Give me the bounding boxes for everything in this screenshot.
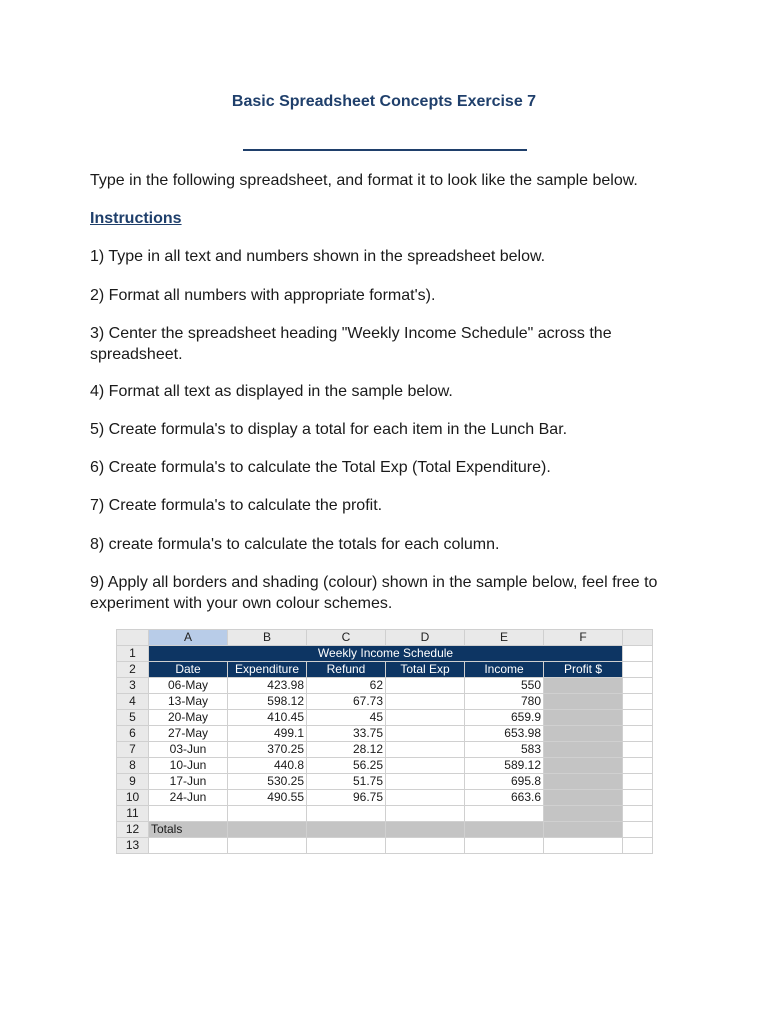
cell [623,774,653,790]
expenditure-cell: 440.8 [228,758,307,774]
date-cell: 13-May [149,694,228,710]
cell [623,838,653,854]
total-exp-cell [386,774,465,790]
step-8: 8) create formula's to calculate the totals for each column. [90,536,500,553]
step-5: 5) Create formula's to display a total for each item in the Lunch Bar. [90,421,568,438]
profit-cell [544,678,623,694]
cell [623,726,653,742]
refund-cell: 67.73 [307,694,386,710]
cell [465,806,544,822]
cell [623,822,653,838]
row-number: 10 [117,790,149,806]
step-2: 2) Format all numbers with appropriate format's). [90,287,436,304]
income-cell: 659.9 [465,710,544,726]
totals-label: Totals [149,822,228,838]
header-profit: Profit $ [544,662,623,678]
step-6: 6) Create formula's to calculate the Total Exp (Total Expenditure). [90,459,551,476]
expenditure-cell: 499.1 [228,726,307,742]
total-exp-cell [386,678,465,694]
income-cell: 583 [465,742,544,758]
profit-cell [544,710,623,726]
profit-cell [544,758,623,774]
cell [623,790,653,806]
header-total-exp: Total Exp [386,662,465,678]
row-number: 6 [117,726,149,742]
date-cell: 24-Jun [149,790,228,806]
expenditure-cell: 423.98 [228,678,307,694]
income-cell: 550 [465,678,544,694]
profit-cell [544,806,623,822]
profit-cell [544,742,623,758]
document-title: Basic Spreadsheet Concepts Exercise 7 [231,93,537,110]
row-number: 5 [117,710,149,726]
column-header-c: C [307,630,386,646]
spreadsheet-grid [116,629,653,854]
step-7: 7) Create formula's to calculate the profit. [90,497,383,514]
column-header-a: A [149,630,228,646]
expenditure-cell: 598.12 [228,694,307,710]
total-exp-cell [386,710,465,726]
cell [623,694,653,710]
row-number: 12 [117,822,149,838]
expenditure-cell: 370.25 [228,742,307,758]
cell [623,742,653,758]
cell [149,838,228,854]
row-number: 11 [117,806,149,822]
column-header-d: D [386,630,465,646]
cell [623,646,653,662]
row-number: 9 [117,774,149,790]
cell [307,806,386,822]
column-header-b: B [228,630,307,646]
header-expenditure: Expenditure [228,662,307,678]
income-cell: 695.8 [465,774,544,790]
step-4: 4) Format all text as displayed in the sample below. [90,383,453,400]
refund-cell: 28.12 [307,742,386,758]
step-1: 1) Type in all text and numbers shown in the spreadsheet below. [90,248,546,265]
refund-cell: 62 [307,678,386,694]
expenditure-cell: 530.25 [228,774,307,790]
column-header-g [623,630,653,646]
total-profit-cell [544,822,623,838]
expenditure-cell: 490.55 [228,790,307,806]
cell [544,838,623,854]
income-cell: 780 [465,694,544,710]
cell [623,806,653,822]
profit-cell [544,774,623,790]
sheet-banner: Weekly Income Schedule [149,646,623,662]
intro-text: Type in the following spreadsheet, and format it to look like the sample below. [90,172,638,189]
refund-cell: 45 [307,710,386,726]
profit-cell [544,790,623,806]
step-9: 9) Apply all borders and shading (colour) shown in the sample below, feel free to experiment with your own colour schemes. [90,574,658,612]
column-header-e: E [465,630,544,646]
instructions-heading: Instructions [90,210,182,227]
refund-cell: 51.75 [307,774,386,790]
row-number: 13 [117,838,149,854]
refund-cell: 56.25 [307,758,386,774]
total-total-exp-cell [386,822,465,838]
refund-cell: 33.75 [307,726,386,742]
date-cell: 17-Jun [149,774,228,790]
row-number: 3 [117,678,149,694]
total-exp-cell [386,790,465,806]
total-income-cell [465,822,544,838]
profit-cell [544,726,623,742]
row-number: 4 [117,694,149,710]
total-expenditure-cell [228,822,307,838]
header-refund: Refund [307,662,386,678]
spreadsheet-sample [116,629,656,863]
column-header-f: F [544,630,623,646]
cell [307,838,386,854]
date-cell: 06-May [149,678,228,694]
cell [623,710,653,726]
expenditure-cell: 410.45 [228,710,307,726]
income-cell: 663.6 [465,790,544,806]
header-income: Income [465,662,544,678]
refund-cell: 96.75 [307,790,386,806]
income-cell: 589.12 [465,758,544,774]
row-number: 1 [117,646,149,662]
total-exp-cell [386,694,465,710]
cell [623,678,653,694]
date-cell: 20-May [149,710,228,726]
total-refund-cell [307,822,386,838]
step-3: 3) Center the spreadsheet heading "Weekly Income Schedule" across the spreadsheet. [90,325,612,363]
total-exp-cell [386,742,465,758]
profit-cell [544,694,623,710]
total-exp-cell [386,758,465,774]
cell [623,758,653,774]
cell [149,806,228,822]
date-cell: 03-Jun [149,742,228,758]
cell [386,806,465,822]
cell [465,838,544,854]
row-number: 2 [117,662,149,678]
header-date: Date [149,662,228,678]
title-rule [243,149,527,151]
corner-cell [117,630,149,646]
row-number: 8 [117,758,149,774]
cell [386,838,465,854]
income-cell: 653.98 [465,726,544,742]
date-cell: 10-Jun [149,758,228,774]
cell [228,838,307,854]
total-exp-cell [386,726,465,742]
cell [623,662,653,678]
date-cell: 27-May [149,726,228,742]
cell [228,806,307,822]
row-number: 7 [117,742,149,758]
